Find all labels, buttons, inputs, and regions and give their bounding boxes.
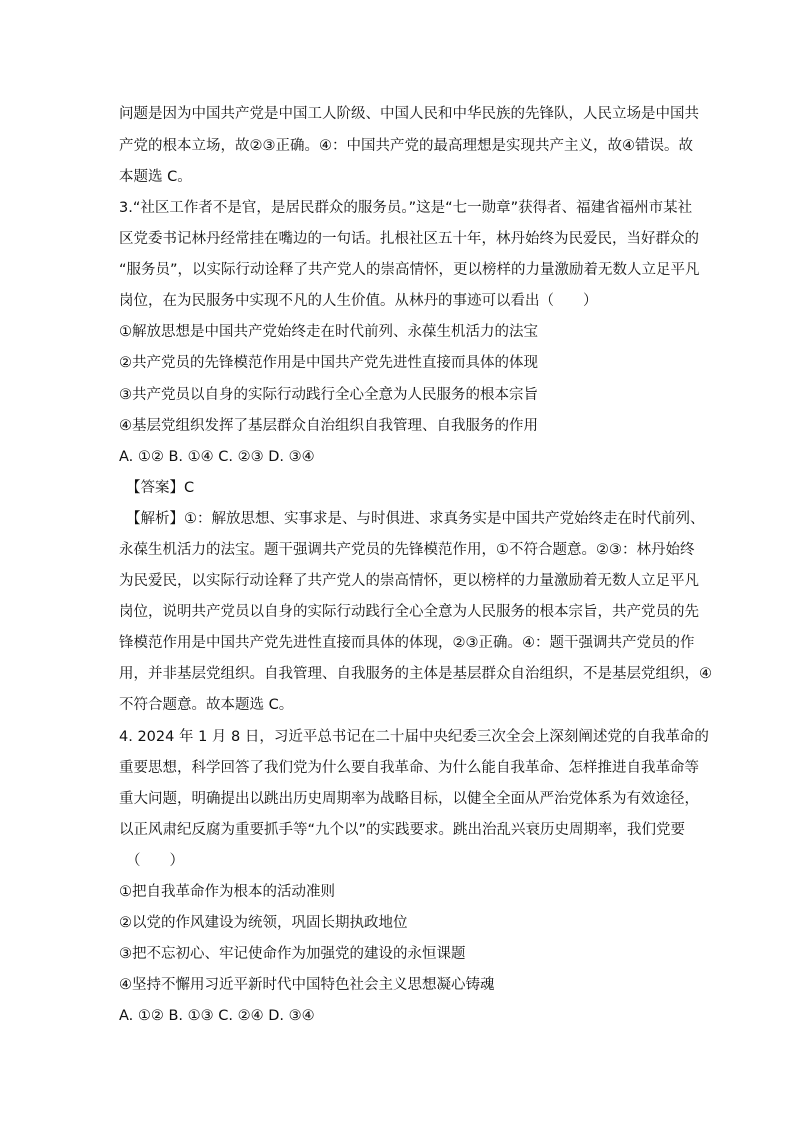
analysis-line: 永葆生机活力的法宝。题干强调共产党员的先锋模范作用，①不符合题意。②③：林丹始终 xyxy=(119,542,695,558)
option-statement: ③把不忘初心、牢记使命作为加强党的建设的永恒课题 xyxy=(119,946,466,962)
answer-choices: A. ①② B. ①④ C. ②③ D. ③④ xyxy=(119,449,315,465)
text-line: 重要思想，科学回答了我们党为什么要自我革命、为什么能自我革命、怎样推进自我革命等 xyxy=(119,760,699,776)
option-statement: ④坚持不懈用习近平新时代中国特色社会主义思想凝心铸魂 xyxy=(119,977,495,993)
text-line: （ ） xyxy=(126,853,184,869)
question-4-stem: 4. 2024 年 1 月 8 日，习近平总书记在二十届中央纪委三次全会上深刻阐述党的自我革命的 xyxy=(119,729,709,745)
analysis-line: 岗位，说明共产党员以自身的实际行动践行全心全意为人民服务的根本宗旨，共产党员的先 xyxy=(119,604,699,620)
text-line: 问题是因为中国共产党是中国工人阶级、中国人民和中华民族的先锋队，人民立场是中国共 xyxy=(119,106,699,122)
text-line: 本题选 C。 xyxy=(119,169,192,185)
question-3-stem: 3.“社区工作者不是官，是居民群众的服务员。”这是“七一勋章”获得者、福建省福州市某社 xyxy=(119,200,693,216)
answer-choices: A. ①② B. ①③ C. ②④ D. ③④ xyxy=(119,1008,315,1024)
option-statement: ④基层党组织发挥了基层群众自治组织自我管理、自我服务的作用 xyxy=(119,418,538,434)
text-line: 岗位，在为民服务中实现不凡的人生价值。从林丹的事迹可以看出（ ） xyxy=(119,293,598,309)
option-statement: ③共产党员以自身的实际行动践行全心全意为人民服务的根本宗旨 xyxy=(119,387,538,403)
text-line: 产党的根本立场，故②③正确。④：中国共产党的最高理想是实现共产主义，故④错误。故 xyxy=(119,138,693,154)
text-line: “服务员”，以实际行动诠释了共产党人的崇高情怀，更以榜样的力量激励着无数人立足平凡 xyxy=(119,262,700,278)
analysis-line: 锋模范作用是中国共产党先进性直接而具体的体现，②③正确。④：题干强调共产党员的作 xyxy=(119,635,695,651)
analysis-line: 为民爱民，以实际行动诠释了共产党人的崇高情怀，更以榜样的力量激励着无数人立足平凡 xyxy=(119,573,699,589)
text-line: 区党委书记林丹经常挂在嘴边的一句话。扎根社区五十年，林丹始终为民爱民，当好群众的 xyxy=(119,231,699,247)
answer-label: 【答案】C xyxy=(126,480,195,496)
analysis-line: 不符合题意。故本题选 C。 xyxy=(119,697,294,713)
analysis-line: 用，并非基层党组织。自我管理、自我服务的主体是基层群众自治组织，不是基层党组织，④ xyxy=(119,666,712,682)
option-statement: ①解放思想是中国共产党始终走在时代前列、永葆生机活力的法宝 xyxy=(119,324,538,340)
option-statement: ②以党的作风建设为统领，巩固长期执政地位 xyxy=(119,915,408,931)
option-statement: ①把自我革命作为根本的活动准则 xyxy=(119,884,335,900)
analysis-line: 【解析】①：解放思想、实事求是、与时俱进、求真务实是中国共产党始终走在时代前列、 xyxy=(126,511,705,527)
text-line: 重大问题，明确提出以跳出历史周期率为战略目标，以健全全面从严治党体系为有效途径， xyxy=(119,791,699,807)
text-line: 以正风肃纪反腐为重要抓手等“九个以”的实践要求。跳出治乱兴衰历史周期率，我们党要 xyxy=(119,822,686,838)
option-statement: ②共产党员的先锋模范作用是中国共产党先进性直接而具体的体现 xyxy=(119,355,538,371)
